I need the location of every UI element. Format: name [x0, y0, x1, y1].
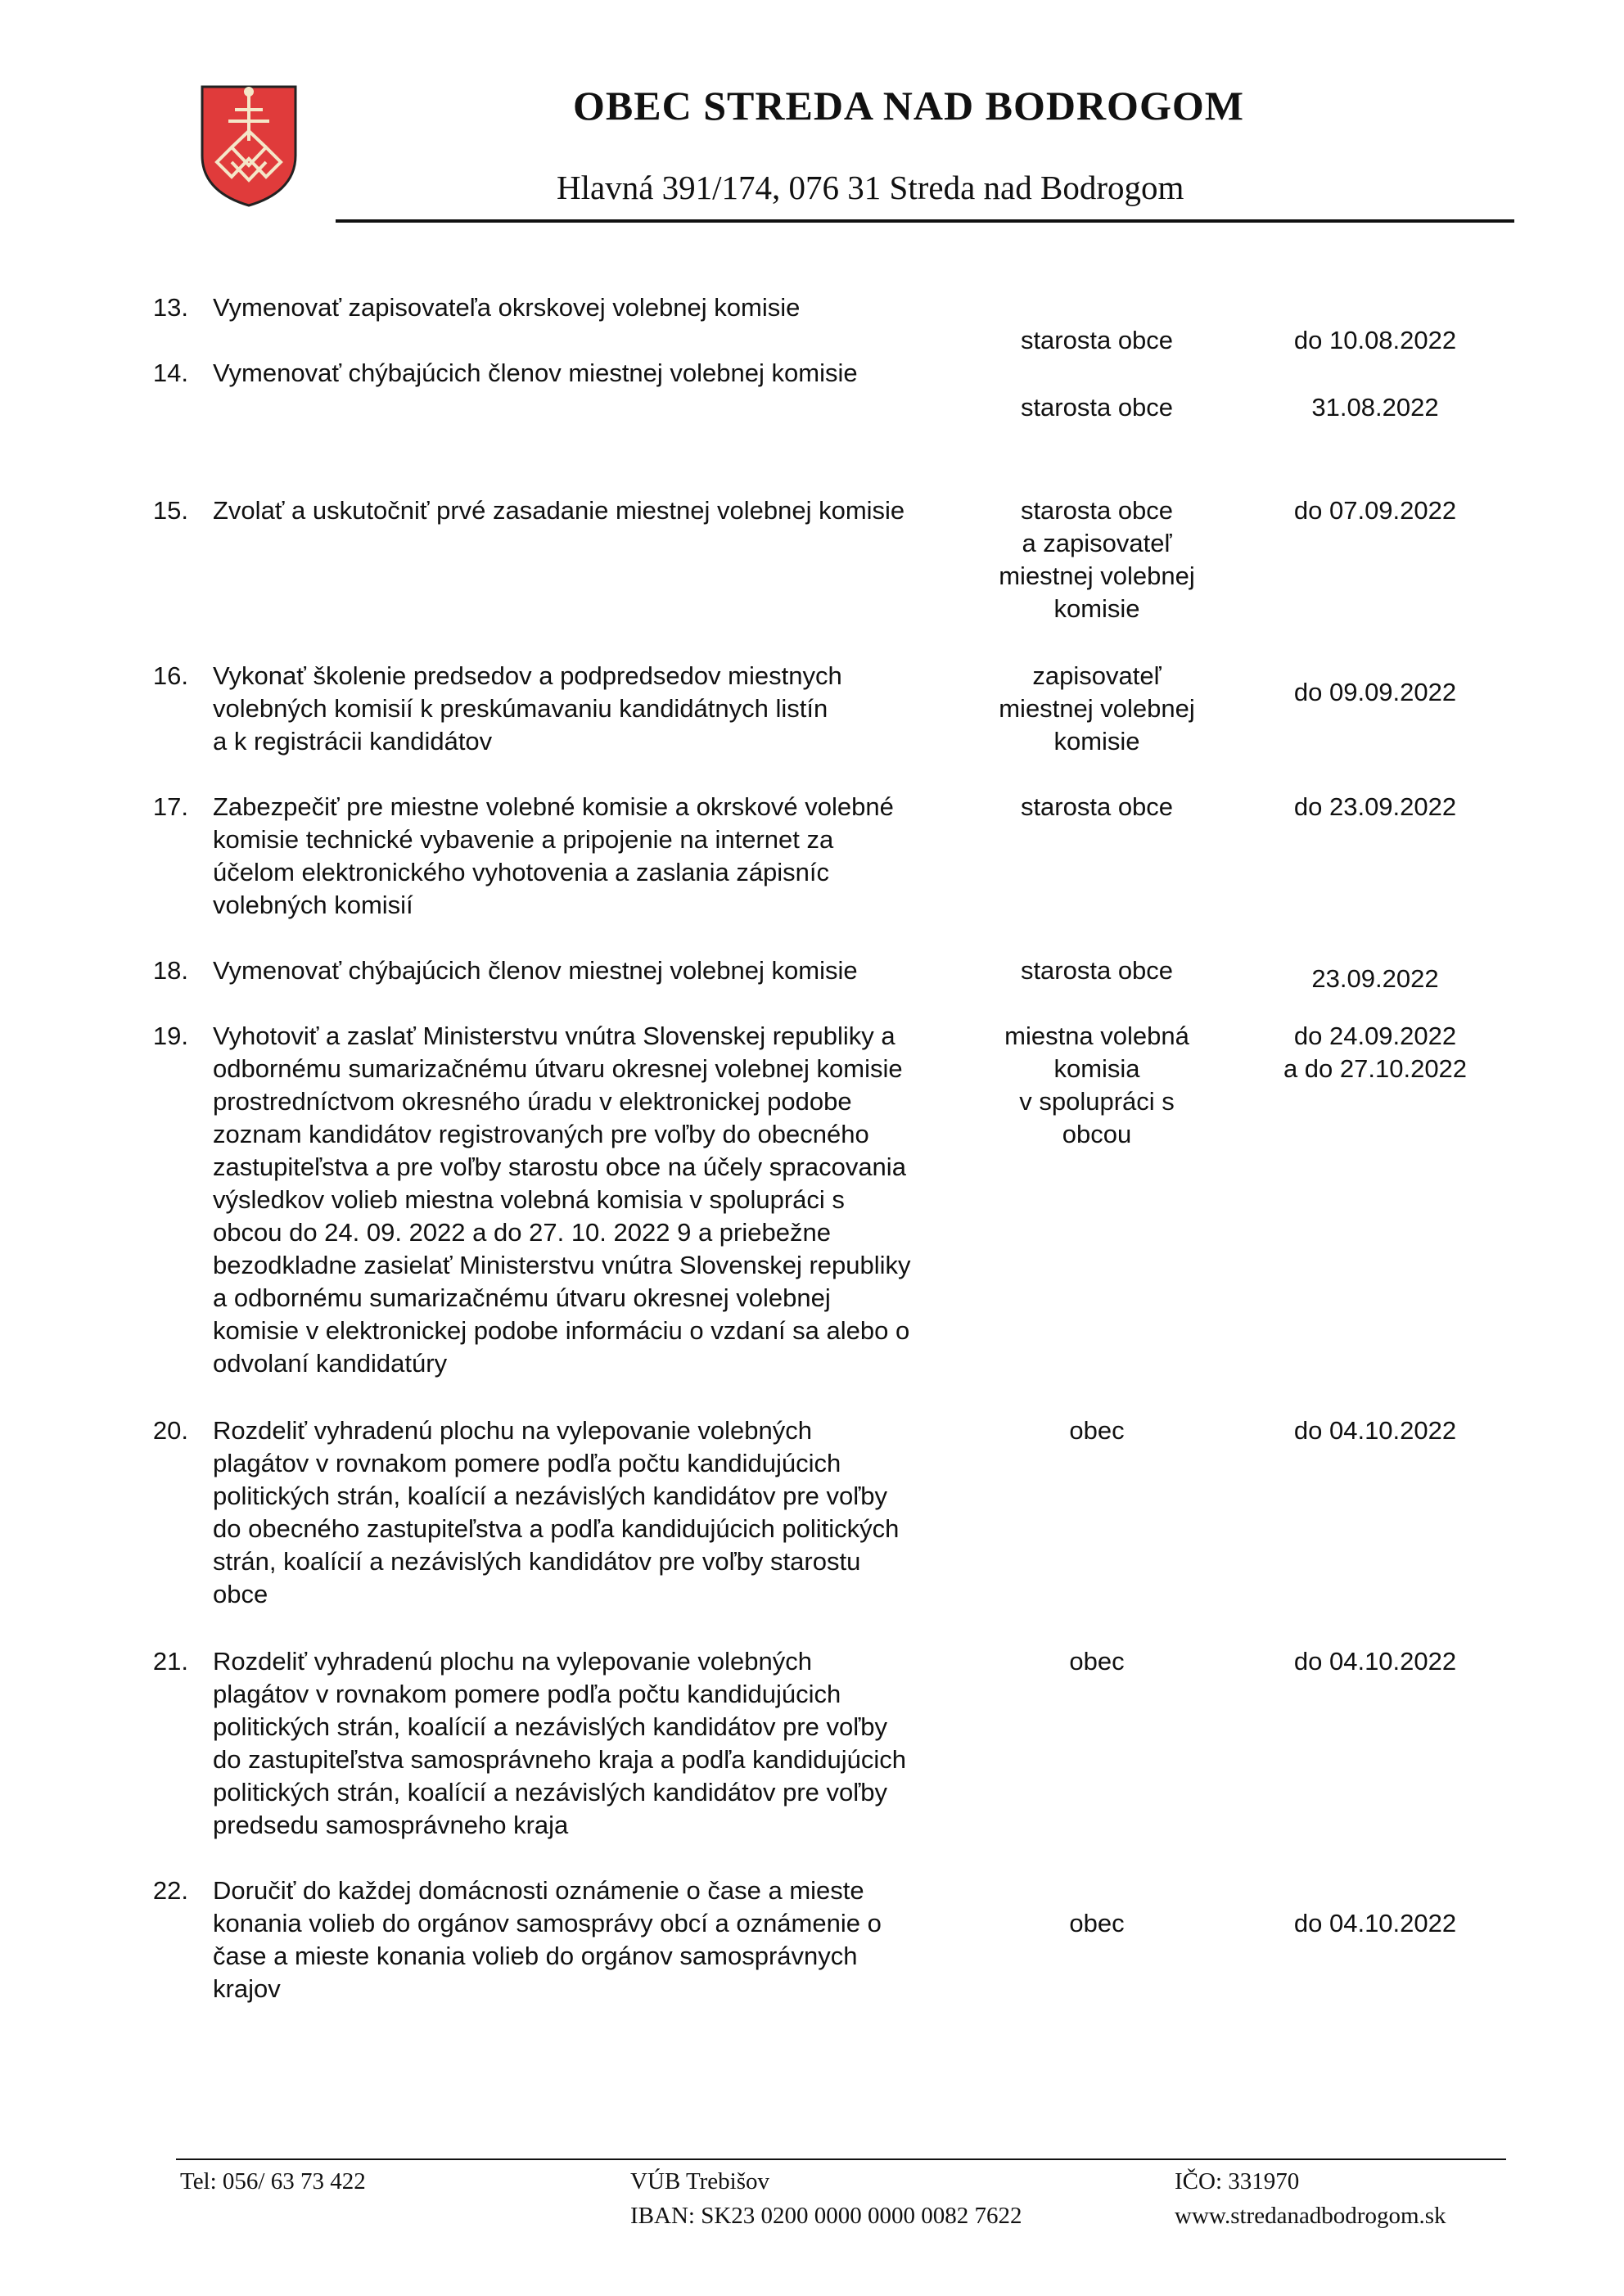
item-responsible: starosta obce — [1020, 326, 1174, 354]
item-number: 15. — [152, 496, 188, 525]
item-description: Vyhotoviť a zaslať Ministerstvu vnútra Slovenskej republiky a odbornému sumarizačnému útvaru okresnej volebnej komisie prostredníctvom okresného úradu v elektronickej podobe zoznam kandidátov registrovaných pre voľby do obecného zastupiteľstva a pre voľby starostu obce na účely spracovania výsledkov volieb miestna volebná komisia v spolupráci s obcou do 24. 09. 2022 a do 27. 10. 2022 9 a priebežne bezodkladne zasielať Ministerstvu vnútra Slovenskej republiky a odbornému sumarizačnému útvaru okresnej volebnej komisie v elektronickej podobe informáciu o vzdaní sa alebo o odvolaní kandidatúry — [213, 1022, 911, 1378]
item-description: Vymenovať zapisovateľa okrskovej volebnej komisie — [213, 293, 801, 322]
item-responsible: obec — [1069, 1647, 1125, 1676]
item-deadline: do 23.09.2022 — [1293, 792, 1457, 821]
item-description: Doručiť do každej domácnosti oznámenie o čase a mieste konania volieb do orgánov samosprávy obcí a oznámenie o čase a mieste konania volieb do orgánov samosprávnych krajov — [213, 1876, 882, 2003]
item-description: Rozdeliť vyhradenú plochu na vylepovanie volebných plagátov v rovnakom pomere podľa počtu kandidujúcich politických strán, koalícií a nezávislých kandidátov pre voľby do zastupiteľstva samosprávneho kraja a podľa kandidujúcich politických strán, koalícií a nezávislých kandidátov pre voľby predsedu samosprávneho kraja — [213, 1647, 906, 1839]
item-responsible: obec — [1069, 1416, 1125, 1445]
item-responsible: starosta obce — [1020, 393, 1174, 422]
footer-iban: IBAN: SK23 0200 0000 0000 0082 7622 — [630, 2203, 1022, 2229]
footer-divider — [176, 2158, 1506, 2160]
org-address: Hlavná 391/174, 076 31 Streda nad Bodrogom — [557, 169, 1184, 206]
item-deadline: do 07.09.2022 — [1293, 496, 1457, 525]
item-description: Rozdeliť vyhradenú plochu na vylepovanie volebných plagátov v rovnakom pomere podľa počtu kandidujúcich politických strán, koalícií a nezávislých kandidátov pre voľby do obecného zastupiteľstva a podľa kandidujúcich politických strán, koalícií a nezávislých kandidátov pre voľby starostu obce — [213, 1416, 900, 1608]
item-responsible: starosta obce — [1020, 792, 1174, 821]
item-number: 13. — [152, 293, 188, 322]
item-description: Vymenovať chýbajúcich členov miestnej volebnej komisie — [213, 956, 858, 985]
item-description: Vykonať školenie predsedov a podpredsedov miestnych volebných komisií k preskúmavaniu kandidátnych listín a k registrácii kandidátov — [213, 661, 842, 756]
footer-ico: IČO: 331970 — [1175, 2168, 1300, 2195]
item-number: 21. — [152, 1647, 188, 1676]
item-description: Vymenovať chýbajúcich členov miestnej volebnej komisie — [213, 359, 858, 387]
item-responsible: obec — [1069, 1909, 1125, 1937]
item-responsible: starosta obce a zapisovateľ miestnej volebnej komisie — [999, 496, 1195, 623]
item-number: 19. — [152, 1022, 188, 1050]
coat-of-arms-icon — [199, 83, 299, 208]
org-name: OBEC STREDA NAD BODROGOM — [573, 83, 1244, 129]
header-divider — [336, 219, 1514, 223]
item-deadline: 23.09.2022 — [1311, 964, 1439, 993]
item-deadline: do 09.09.2022 — [1293, 678, 1457, 706]
item-number: 16. — [152, 661, 188, 690]
item-number: 22. — [152, 1876, 188, 1905]
item-deadline: do 24.09.2022 a do 27.10.2022 — [1283, 1022, 1468, 1083]
item-number: 20. — [152, 1416, 188, 1445]
item-responsible: zapisovateľ miestnej volebnej komisie — [999, 661, 1195, 756]
item-deadline: do 04.10.2022 — [1293, 1416, 1457, 1445]
item-number: 14. — [152, 359, 188, 387]
item-responsible: starosta obce — [1020, 956, 1174, 985]
item-responsible: miestna volebná komisia v spolupráci s obcou — [1004, 1022, 1189, 1148]
item-number: 18. — [152, 956, 188, 985]
item-description: Zabezpečiť pre miestne volebné komisie a okrskové volebné komisie technické vybavenie a pripojenie na internet za účelom elektronického vyhotovenia a zaslania zápisníc volebných komisií — [213, 792, 894, 919]
item-deadline: do 10.08.2022 — [1293, 326, 1457, 354]
footer-phone: Tel: 056/ 63 73 422 — [180, 2168, 366, 2195]
item-deadline: do 04.10.2022 — [1293, 1647, 1457, 1676]
item-deadline: do 04.10.2022 — [1293, 1909, 1457, 1937]
item-number: 17. — [152, 792, 188, 821]
item-deadline: 31.08.2022 — [1311, 393, 1439, 422]
footer-website: www.stredanadbodrogom.sk — [1175, 2203, 1446, 2229]
item-description: Zvolať a uskutočniť prvé zasadanie miestnej volebnej komisie — [213, 496, 905, 525]
footer-bank: VÚB Trebišov — [630, 2168, 770, 2195]
